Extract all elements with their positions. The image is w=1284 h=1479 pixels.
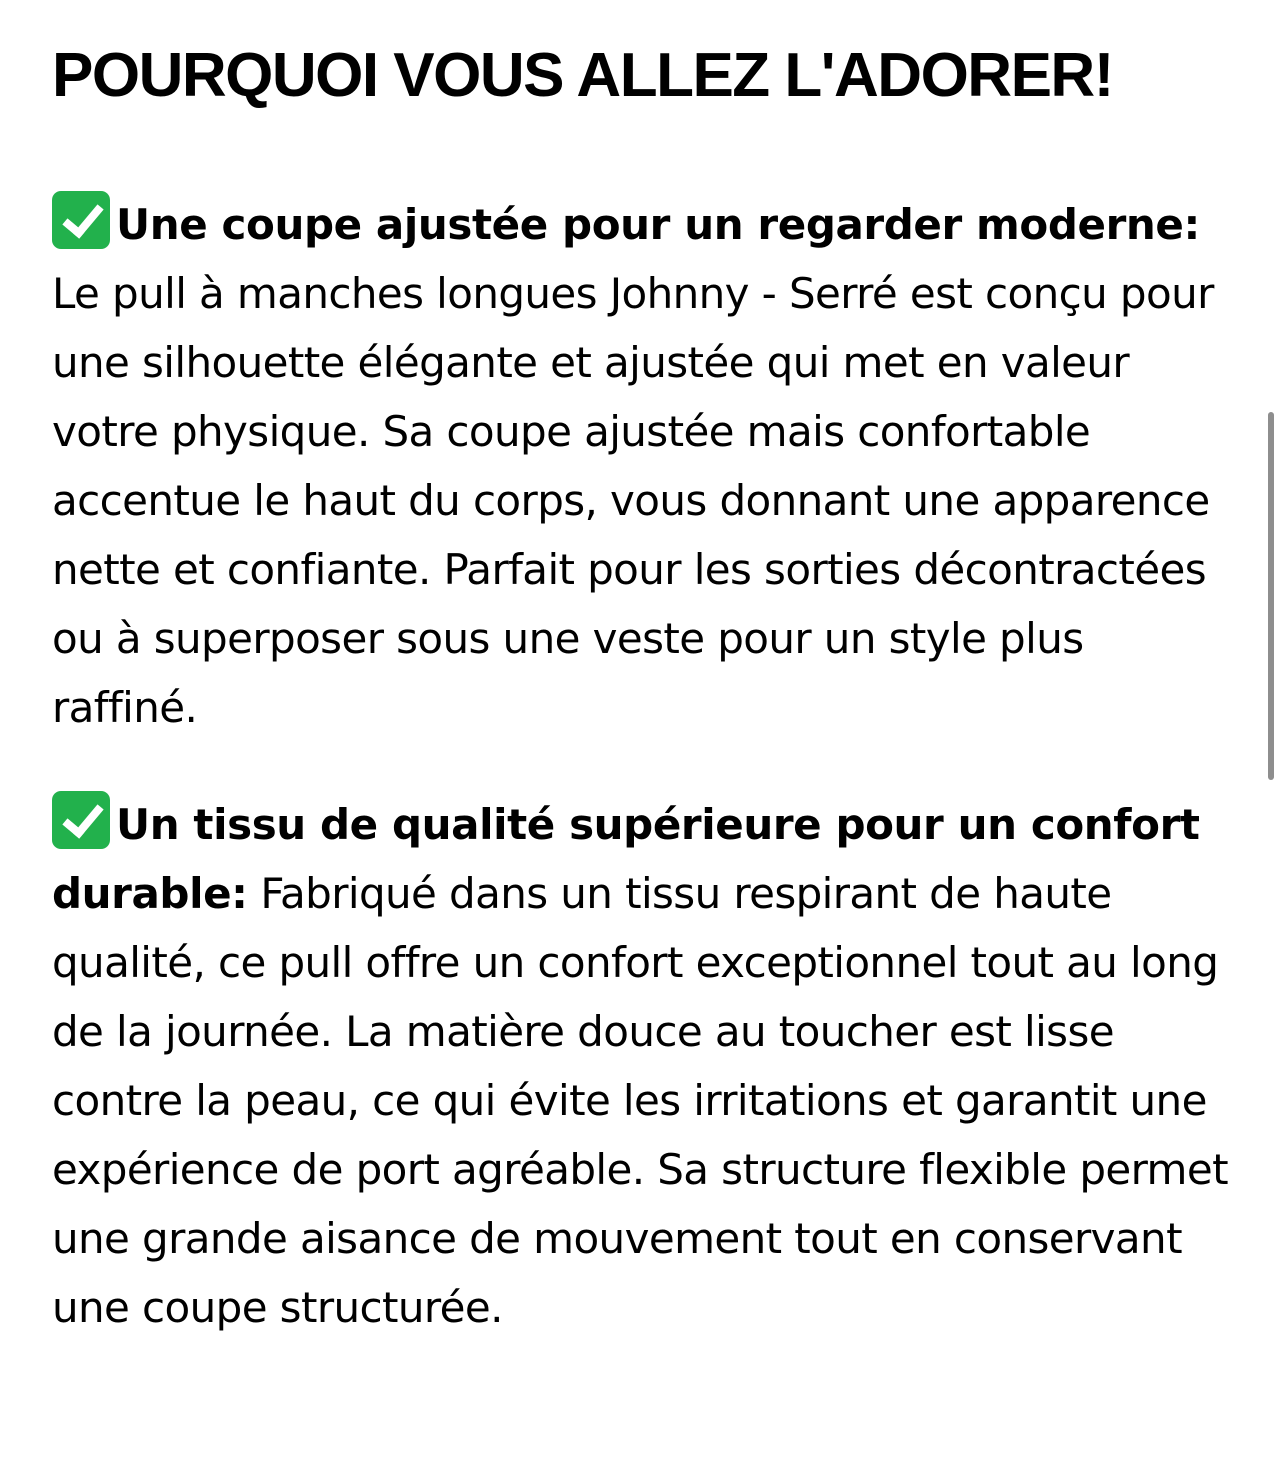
product-description xyxy=(52,36,1230,1390)
feature-title: Une coupe ajustée pour un regarder moderne: xyxy=(116,200,1200,249)
feature-text: Fabriqué dans un tissu respirant de haute qualité, ce pull offre un confort exceptionnel tout au long de la journée. La matière douce au toucher est lisse contre la peau, ce qui évite les irritations et garantit une expérience de port agréable. Sa structure flexible permet une grande aisance de mouvement tout en conservant une coupe structurée. xyxy=(52,869,1228,1332)
vertical-scrollbar[interactable] xyxy=(1268,412,1274,780)
feature-fit xyxy=(52,190,1230,742)
feature-text: Le pull à manches longues Johnny - Serré est conçu pour une silhouette élégante et ajustée qui met en valeur votre physique. Sa coupe ajustée mais confortable accentue le haut du corps, vous donnant une apparence nette et confiante. Parfait pour les sorties décontractées ou à superposer sous une veste pour un style plus raffiné. xyxy=(52,269,1214,732)
section-heading: POURQUOI VOUS ALLEZ L'ADORER! xyxy=(52,41,1113,110)
check-mark-button-icon xyxy=(52,791,110,849)
feature-title: Un tissu de qualité supérieure pour un confort durable: xyxy=(52,800,1200,918)
check-mark-button-icon xyxy=(52,191,110,249)
feature-fabric xyxy=(52,790,1230,1342)
